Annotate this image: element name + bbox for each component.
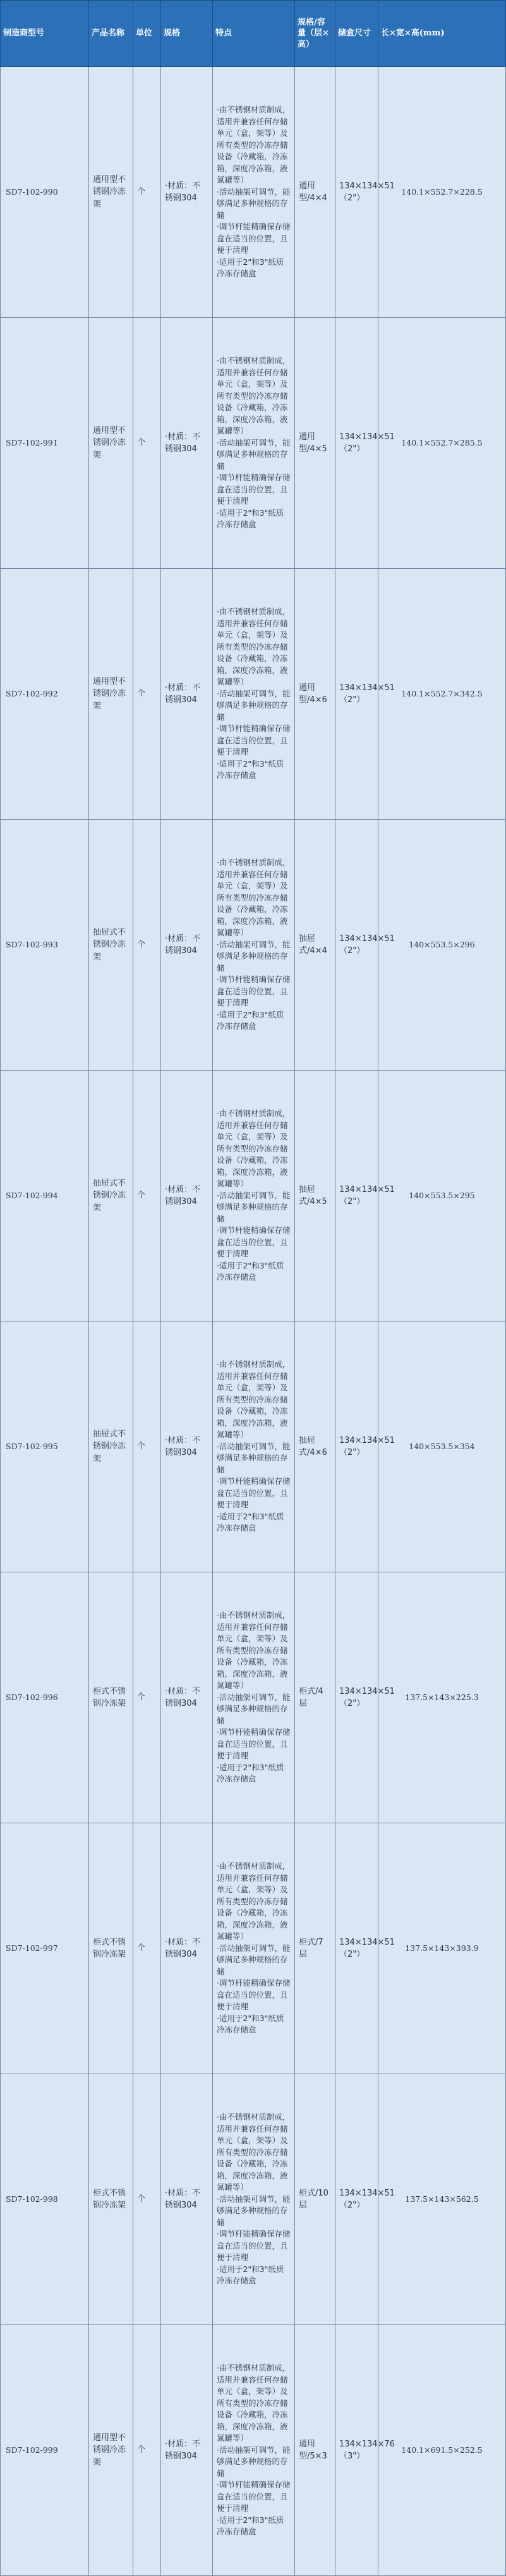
header-capacity: 规格/容量（层×高） xyxy=(295,1,335,67)
model-number-cell xyxy=(1,569,89,820)
header-product-name: 产品名称 xyxy=(89,1,133,67)
feature-line: ·调节杆能精确保存储盒在适当的位置，且便于清理 xyxy=(217,2480,291,2513)
capacity: 通用型/4×6 xyxy=(299,683,327,705)
table-row xyxy=(1,1321,506,1572)
unit: 个 xyxy=(137,689,146,699)
box-size: 134×134×51（2"） xyxy=(339,683,395,705)
material-cell xyxy=(161,1572,213,1823)
box-size: 134×134×76（3"） xyxy=(339,2439,395,2461)
product-name-cell xyxy=(89,318,133,569)
feature-line: ·适用于2"和3"纸质冷冻存储盒 xyxy=(217,2515,284,2537)
capacity: 通用型/5×3 xyxy=(299,2439,327,2461)
unit-cell xyxy=(133,1572,161,1823)
capacity-cell xyxy=(295,1823,335,2074)
features-cell xyxy=(213,318,295,569)
capacity: 柜式/4层 xyxy=(299,1686,323,1708)
dimensions: 140×553.5×354 xyxy=(409,1441,475,1451)
dimensions: 140.1×691.5×252.5 xyxy=(401,2445,483,2455)
table-row xyxy=(1,67,506,318)
feature-line: ·适用于2"和3"纸质冷冻存储盒 xyxy=(217,1511,284,1533)
model-number: SD7-102-996 xyxy=(6,1692,58,1702)
feature-line: ·调节杆能精确保存储盒在适当的位置，且便于清理 xyxy=(217,1476,291,1510)
feature-line: ·调节杆能精确保存储盒在适当的位置，且便于清理 xyxy=(217,975,291,1008)
features-cell xyxy=(213,1572,295,1823)
material-cell xyxy=(161,1071,213,1321)
dimensions: 140.1×552.7×285.5 xyxy=(401,437,483,447)
material: ·材质：不锈钢304 xyxy=(165,1937,201,1959)
unit: 个 xyxy=(137,1943,146,1953)
material-cell xyxy=(161,318,213,569)
capacity-cell xyxy=(295,2074,335,2325)
product-name: 抽屉式不锈钢冷冻架 xyxy=(93,1178,126,1213)
model-number-cell xyxy=(1,820,89,1071)
feature-line: ·由不锈钢材质制成，适用并兼容任何存储单元（盒，架等）及所有类型的冷冻存储设备（冷藏箱，冷冻箱，深度冷冻箱，液氮罐等） xyxy=(217,2112,291,2192)
material-cell xyxy=(161,1823,213,2074)
feature-line: ·活动抽架可调节，能够满足多种规格的存储 xyxy=(217,2194,291,2227)
product-name: 通用型不锈钢冷冻架 xyxy=(93,2433,126,2467)
dimensions: 140×553.5×295 xyxy=(409,1190,475,1200)
unit-cell xyxy=(133,820,161,1071)
unit-cell xyxy=(133,318,161,569)
material-cell xyxy=(161,67,213,318)
feature-line: ·由不锈钢材质制成，适用并兼容任何存储单元（盒，架等）及所有类型的冷冻存储设备（冷藏箱，冷冻箱，深度冷冻箱，液氮罐等） xyxy=(217,1861,291,1941)
model-number: SD7-102-997 xyxy=(6,1943,58,1953)
capacity-cell xyxy=(295,2325,335,2576)
product-name-cell xyxy=(89,67,133,318)
model-number: SD7-102-999 xyxy=(6,2445,58,2455)
capacity: 抽屉式/4×4 xyxy=(299,933,327,956)
box-size: 134×134×51（2"） xyxy=(339,1184,395,1206)
capacity-cell xyxy=(295,67,335,318)
box-size: 134×134×51（2"） xyxy=(339,1686,395,1708)
model-number-cell xyxy=(1,2325,89,2576)
unit-cell xyxy=(133,2074,161,2325)
table-row xyxy=(1,318,506,569)
material: ·材质：不锈钢304 xyxy=(165,933,201,956)
features-cell xyxy=(213,67,295,318)
dimensions-cell xyxy=(378,820,506,1071)
capacity-cell xyxy=(295,318,335,569)
product-name: 抽屉式不锈钢冷冻架 xyxy=(93,1429,126,1464)
model-number: SD7-102-994 xyxy=(6,1190,58,1200)
dimensions-cell xyxy=(378,67,506,318)
dimensions-cell xyxy=(378,569,506,820)
feature-line: ·活动抽架可调节，能够满足多种规格的存储 xyxy=(217,1441,291,1474)
product-name-cell xyxy=(89,1321,133,1572)
dimensions: 137.5×143×225.3 xyxy=(405,1692,479,1702)
dimensions-cell xyxy=(378,1321,506,1572)
material: ·材质：不锈钢304 xyxy=(165,1435,201,1457)
feature-line: ·适用于2"和3"纸质冷冻存储盒 xyxy=(217,758,284,781)
material: ·材质：不锈钢304 xyxy=(165,2439,201,2461)
feature-line: ·由不锈钢材质制成，适用并兼容任何存储单元（盒，架等）及所有类型的冷冻存储设备（冷藏箱，冷冻箱，深度冷冻箱，液氮罐等） xyxy=(217,356,291,436)
feature-line: ·活动抽架可调节，能够满足多种规格的存储 xyxy=(217,1692,291,1725)
features-cell xyxy=(213,1321,295,1572)
table-row xyxy=(1,2325,506,2576)
material-cell xyxy=(161,1321,213,1572)
material: ·材质：不锈钢304 xyxy=(165,432,201,454)
table-row xyxy=(1,820,506,1071)
unit-cell xyxy=(133,1071,161,1321)
model-number: SD7-102-998 xyxy=(6,2194,58,2204)
feature-line: ·由不锈钢材质制成，适用并兼容任何存储单元（盒，架等）及所有类型的冷冻存储设备（冷藏箱，冷冻箱，深度冷冻箱，液氮罐等） xyxy=(217,1109,291,1189)
feature-line: ·由不锈钢材质制成，适用并兼容任何存储单元（盒，架等）及所有类型的冷冻存储设备（冷藏箱，冷冻箱，深度冷冻箱，液氮罐等） xyxy=(217,1359,291,1440)
feature-line: ·调节杆能精确保存储盒在适当的位置，且便于清理 xyxy=(217,222,291,255)
product-name: 柜式不锈钢冷冻架 xyxy=(93,1937,126,1959)
feature-line: ·适用于2"和3"纸质冷冻存储盒 xyxy=(217,507,284,530)
unit: 个 xyxy=(137,2194,146,2204)
feature-line: ·适用于2"和3"纸质冷冻存储盒 xyxy=(217,257,284,279)
material: ·材质：不锈钢304 xyxy=(165,1686,201,1708)
material: ·材质：不锈钢304 xyxy=(165,181,201,203)
product-name: 柜式不锈钢冷冻架 xyxy=(93,2188,126,2210)
product-name-cell xyxy=(89,569,133,820)
model-number: SD7-102-993 xyxy=(6,939,58,949)
box-size-cell xyxy=(335,569,395,820)
table-row xyxy=(1,1823,506,2074)
header-row xyxy=(1,1,506,67)
model-number-cell xyxy=(1,1321,89,1572)
product-name: 通用型不锈钢冷冻架 xyxy=(93,676,126,711)
header-box-size: 储盒尺寸 xyxy=(335,1,378,67)
product-name: 柜式不锈钢冷冻架 xyxy=(93,1686,126,1708)
box-size-cell xyxy=(335,2074,395,2325)
table-row xyxy=(1,569,506,820)
capacity: 通用型/4×4 xyxy=(299,181,327,203)
feature-line: ·活动抽架可调节，能够满足多种规格的存储 xyxy=(217,1190,291,1224)
capacity-cell xyxy=(295,820,335,1071)
product-name-cell xyxy=(89,2325,133,2576)
feature-line: ·由不锈钢材质制成，适用并兼容任何存储单元（盒，架等）及所有类型的冷冻存储设备（冷藏箱，冷冻箱，深度冷冻箱，液氮罐等） xyxy=(217,1610,291,1691)
feature-line: ·适用于2"和3"纸质冷冻存储盒 xyxy=(217,2264,284,2286)
feature-line: ·适用于2"和3"纸质冷冻存储盒 xyxy=(217,1762,284,1784)
model-number: SD7-102-991 xyxy=(6,437,58,447)
table-row xyxy=(1,1572,506,1823)
feature-line: ·适用于2"和3"纸质冷冻存储盒 xyxy=(217,1260,284,1282)
unit: 个 xyxy=(137,187,146,197)
unit-cell xyxy=(133,2325,161,2576)
dimensions: 140.1×552.7×228.5 xyxy=(401,186,483,197)
unit: 个 xyxy=(137,2445,146,2455)
table-body xyxy=(1,67,506,2576)
dimensions-cell xyxy=(378,2074,506,2325)
box-size-cell xyxy=(335,2325,395,2576)
capacity: 抽屉式/4×6 xyxy=(299,1435,327,1457)
features-cell xyxy=(213,820,295,1071)
model-number-cell xyxy=(1,2074,89,2325)
header-dimensions: 长×宽×高(mm) xyxy=(378,1,506,67)
dimensions: 137.5×143×393.9 xyxy=(405,1943,479,1953)
product-name: 抽屉式不锈钢冷冻架 xyxy=(93,927,126,962)
model-number-cell xyxy=(1,318,89,569)
feature-line: ·活动抽架可调节，能够满足多种规格的存储 xyxy=(217,2445,291,2478)
features-cell xyxy=(213,2325,295,2576)
capacity: 柜式/7层 xyxy=(299,1937,323,1959)
unit-cell xyxy=(133,67,161,318)
model-number: SD7-102-992 xyxy=(6,688,58,698)
feature-line: ·活动抽架可调节，能够满足多种规格的存储 xyxy=(217,186,291,220)
feature-line: ·由不锈钢材质制成，适用并兼容任何存储单元（盒，架等）及所有类型的冷冻存储设备（冷藏箱，冷冻箱，深度冷冻箱，液氮罐等） xyxy=(217,858,291,938)
model-number-cell xyxy=(1,67,89,318)
table-row xyxy=(1,1071,506,1321)
box-size-cell xyxy=(335,1071,395,1321)
feature-line: ·调节杆能精确保存储盒在适当的位置，且便于清理 xyxy=(217,1225,291,1259)
capacity: 抽屉式/4×5 xyxy=(299,1184,327,1206)
feature-line: ·活动抽架可调节，能够满足多种规格的存储 xyxy=(217,1943,291,1976)
dimensions-cell xyxy=(378,318,506,569)
dimensions: 137.5×143×562.5 xyxy=(405,2194,479,2204)
product-name: 通用型不锈钢冷冻架 xyxy=(93,174,126,209)
dimensions-cell xyxy=(378,1071,506,1321)
model-number: SD7-102-990 xyxy=(6,186,58,197)
box-size-cell xyxy=(335,1321,395,1572)
product-name-cell xyxy=(89,1823,133,2074)
product-name-cell xyxy=(89,1572,133,1823)
unit: 个 xyxy=(137,1191,146,1201)
unit-cell xyxy=(133,1823,161,2074)
material-cell xyxy=(161,2325,213,2576)
box-size: 134×134×51（2"） xyxy=(339,1937,395,1959)
dimensions-cell xyxy=(378,1823,506,2074)
feature-line: ·活动抽架可调节，能够满足多种规格的存储 xyxy=(217,939,291,973)
dimensions: 140×553.5×296 xyxy=(409,939,475,949)
product-name-cell xyxy=(89,820,133,1071)
product-name-cell xyxy=(89,1071,133,1321)
material-cell xyxy=(161,2074,213,2325)
material: ·材质：不锈钢304 xyxy=(165,1184,201,1206)
dimensions-cell xyxy=(378,2325,506,2576)
product-name: 通用型不锈钢冷冻架 xyxy=(93,425,126,460)
unit: 个 xyxy=(137,1692,146,1703)
header-unit: 单位 xyxy=(133,1,161,67)
box-size-cell xyxy=(335,67,395,318)
box-size: 134×134×51（2"） xyxy=(339,2188,395,2210)
box-size-cell xyxy=(335,1572,395,1823)
features-cell xyxy=(213,2074,295,2325)
feature-line: ·调节杆能精确保存储盒在适当的位置，且便于清理 xyxy=(217,724,291,757)
feature-line: ·调节杆能精确保存储盒在适当的位置，且便于清理 xyxy=(217,1727,291,1761)
model-number: SD7-102-995 xyxy=(6,1441,58,1451)
box-size: 134×134×51（2"） xyxy=(339,181,395,203)
unit-cell xyxy=(133,569,161,820)
capacity: 柜式/10层 xyxy=(299,2188,328,2210)
feature-line: ·调节杆能精确保存储盒在适当的位置，且便于清理 xyxy=(217,473,291,506)
unit: 个 xyxy=(137,1442,146,1452)
features-cell xyxy=(213,1071,295,1321)
box-size: 134×134×51（2"） xyxy=(339,933,395,956)
model-number-cell xyxy=(1,1071,89,1321)
feature-line: ·适用于2"和3"纸质冷冻存储盒 xyxy=(217,2013,284,2035)
table-row xyxy=(1,2074,506,2325)
unit: 个 xyxy=(137,438,146,448)
capacity-cell xyxy=(295,1572,335,1823)
feature-line: ·适用于2"和3"纸质冷冻存储盒 xyxy=(217,1009,284,1031)
feature-line: ·调节杆能精确保存储盒在适当的位置，且便于清理 xyxy=(217,2229,291,2263)
feature-line: ·由不锈钢材质制成，适用并兼容任何存储单元（盒，架等）及所有类型的冷冻存储设备（冷藏箱，冷冻箱，深度冷冻箱，液氮罐等） xyxy=(217,105,291,185)
capacity-cell xyxy=(295,569,335,820)
box-size-cell xyxy=(335,820,395,1071)
header-features: 特点 xyxy=(213,1,295,67)
features-cell xyxy=(213,569,295,820)
material-cell xyxy=(161,569,213,820)
capacity-cell xyxy=(295,1071,335,1321)
material: ·材质：不锈钢304 xyxy=(165,2188,201,2210)
unit-cell xyxy=(133,1321,161,1572)
feature-line: ·活动抽架可调节，能够满足多种规格的存储 xyxy=(217,688,291,722)
header-model-number: 制造商型号 xyxy=(1,1,89,67)
header-specification: 规格 xyxy=(161,1,213,67)
features-cell xyxy=(213,1823,295,2074)
box-size-cell xyxy=(335,318,395,569)
table-header xyxy=(1,1,506,67)
box-size: 134×134×51（2"） xyxy=(339,1435,395,1457)
feature-line: ·调节杆能精确保存储盒在适当的位置，且便于清理 xyxy=(217,1978,291,2012)
box-size-cell xyxy=(335,1823,395,2074)
model-number-cell xyxy=(1,1823,89,2074)
model-number-cell xyxy=(1,1572,89,1823)
material-cell xyxy=(161,820,213,1071)
dimensions: 140.1×552.7×342.5 xyxy=(401,688,483,698)
product-name-cell xyxy=(89,2074,133,2325)
feature-line: ·由不锈钢材质制成，适用并兼容任何存储单元（盒，架等）及所有类型的冷冻存储设备（冷藏箱，冷冻箱，深度冷冻箱，液氮罐等） xyxy=(217,2363,291,2443)
unit: 个 xyxy=(137,940,146,950)
capacity-cell xyxy=(295,1321,335,1572)
capacity: 通用型/4×5 xyxy=(299,432,327,454)
material: ·材质：不锈钢304 xyxy=(165,683,201,705)
feature-line: ·活动抽架可调节，能够满足多种规格的存储 xyxy=(217,437,291,471)
feature-line: ·由不锈钢材质制成，适用并兼容任何存储单元（盒，架等）及所有类型的冷冻存储设备（冷藏箱，冷冻箱，深度冷冻箱，液氮罐等） xyxy=(217,607,291,687)
dimensions-cell xyxy=(378,1572,506,1823)
box-size: 134×134×51（2"） xyxy=(339,432,395,454)
